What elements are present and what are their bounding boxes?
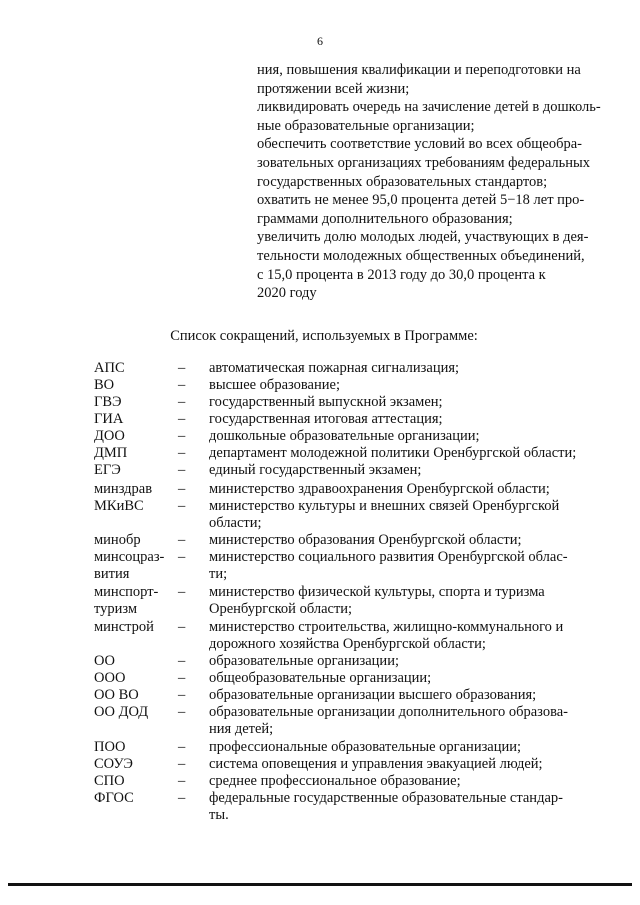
abbreviation-term: вития xyxy=(94,566,130,582)
intro-line: граммами дополнительного образования; xyxy=(257,210,513,227)
abbreviation-dash: – xyxy=(178,411,186,427)
abbreviation-definition: дошкольные образовательные организации; xyxy=(209,428,480,444)
intro-line: ные образовательные организации; xyxy=(257,117,475,134)
abbreviation-dash: – xyxy=(178,670,186,686)
abbreviation-definition: области; xyxy=(209,515,262,531)
abbreviation-term: СПО xyxy=(94,773,125,789)
abbreviation-definition: министерство строительства, жилищно-коммунального и xyxy=(209,619,564,635)
abbreviation-definition: министерство образования Оренбургской области; xyxy=(209,532,522,548)
abbreviation-dash: – xyxy=(178,462,186,478)
intro-line: с 15,0 процента в 2013 году до 30,0 процента к xyxy=(257,266,546,283)
abbreviation-dash: – xyxy=(178,428,186,444)
abbreviation-dash: – xyxy=(178,756,186,772)
abbreviation-definition: единый государственный экзамен; xyxy=(209,462,422,478)
abbreviation-definition: государственный выпускной экзамен; xyxy=(209,394,443,410)
abbreviation-term: туризм xyxy=(94,601,138,617)
abbreviations-title: Список сокращений, используемых в Программе: xyxy=(170,328,478,344)
intro-line: тельности молодежных общественных объединений, xyxy=(257,248,585,264)
abbreviation-definition: профессиональные образовательные организации; xyxy=(209,739,522,755)
abbreviation-term: ОО ВО xyxy=(94,687,139,703)
abbreviation-term: минспорт- xyxy=(94,584,159,600)
abbreviation-term: ПОО xyxy=(94,739,126,755)
abbreviation-term: АПС xyxy=(94,360,125,376)
abbreviation-term: ВО xyxy=(94,377,115,393)
abbreviation-term: ФГОС xyxy=(94,790,134,806)
abbreviation-term: МКиВС xyxy=(94,498,144,514)
abbreviation-dash: – xyxy=(178,584,186,600)
abbreviation-definition: государственная итоговая аттестация; xyxy=(209,411,443,427)
abbreviation-term: ДОО xyxy=(94,428,125,444)
intro-line: увеличить долю молодых людей, участвующих в дея- xyxy=(257,229,589,246)
abbreviation-term: минобр xyxy=(94,532,141,548)
abbreviation-definition: общеобразовательные организации; xyxy=(209,670,432,686)
abbreviation-dash: – xyxy=(178,360,186,376)
abbreviation-term: минсоцраз- xyxy=(94,549,165,565)
abbreviation-term: ОО ДОД xyxy=(94,704,149,720)
abbreviation-dash: – xyxy=(178,394,186,410)
abbreviation-dash: – xyxy=(178,549,186,565)
abbreviation-term: СОУЭ xyxy=(94,756,133,772)
abbreviation-dash: – xyxy=(178,687,186,703)
abbreviation-dash: – xyxy=(178,532,186,548)
abbreviation-dash: – xyxy=(178,498,186,514)
abbreviation-dash: – xyxy=(178,377,186,393)
abbreviation-definition: федеральные государственные образовательные стандар- xyxy=(209,790,563,806)
abbreviation-definition: автоматическая пожарная сигнализация; xyxy=(209,360,460,376)
intro-line: обеспечить соответствие условий во всех общеобра- xyxy=(257,136,583,153)
intro-line: зовательных организациях требованиям федеральных xyxy=(257,155,591,171)
abbreviation-term: минздрав xyxy=(94,481,153,497)
intro-line: ликвидировать очередь на зачисление детей в дошколь- xyxy=(257,99,601,116)
bottom-rule xyxy=(8,883,632,886)
intro-line: государственных образовательных стандартов; xyxy=(257,173,548,190)
abbreviation-definition: образовательные организации; xyxy=(209,653,399,669)
abbreviation-definition: ния детей; xyxy=(209,721,274,737)
abbreviation-dash: – xyxy=(178,445,186,461)
intro-line: 2020 году xyxy=(257,285,317,302)
intro-line: охватить не менее 95,0 процента детей 5−18 лет про- xyxy=(257,192,585,209)
abbreviation-definition: образовательные организации высшего образования; xyxy=(209,687,537,703)
abbreviation-definition: министерство социального развития Оренбургской облас- xyxy=(209,549,568,565)
abbreviation-definition: Оренбургской области; xyxy=(209,601,353,617)
abbreviation-term: ДМП xyxy=(94,445,128,461)
abbreviation-definition: образовательные организации дополнительного образова- xyxy=(209,704,568,720)
abbreviation-definition: министерство физической культуры, спорта и туризма xyxy=(209,584,545,600)
abbreviation-dash: – xyxy=(178,739,186,755)
abbreviation-term: ОО xyxy=(94,653,115,669)
abbreviation-term: ЕГЭ xyxy=(94,462,121,478)
abbreviation-definition: среднее профессиональное образование; xyxy=(209,773,461,789)
intro-line: ния, повышения квалификации и переподготовки на xyxy=(257,62,581,78)
abbreviation-dash: – xyxy=(178,704,186,720)
abbreviation-definition: высшее образование; xyxy=(209,377,340,393)
abbreviation-dash: – xyxy=(178,653,186,669)
abbreviation-term: ГВЭ xyxy=(94,394,122,410)
page-number: 6 xyxy=(317,34,323,48)
abbreviation-dash: – xyxy=(178,619,186,635)
abbreviation-term: ГИА xyxy=(94,411,124,427)
abbreviation-definition: департамент молодежной политики Оренбургской области; xyxy=(209,445,577,461)
abbreviation-definition: ти; xyxy=(209,566,228,582)
abbreviation-definition: ты. xyxy=(209,807,229,823)
abbreviation-term: ООО xyxy=(94,670,126,686)
abbreviation-definition: дорожного хозяйства Оренбургской области; xyxy=(209,636,486,652)
abbreviation-definition: министерство культуры и внешних связей Оренбургской xyxy=(209,498,560,514)
abbreviation-dash: – xyxy=(178,790,186,806)
abbreviation-dash: – xyxy=(178,481,186,497)
abbreviation-term: минстрой xyxy=(94,619,154,635)
abbreviation-definition: министерство здравоохранения Оренбургской области; xyxy=(209,481,550,497)
abbreviation-definition: система оповещения и управления эвакуацией людей; xyxy=(209,756,543,772)
intro-line: протяжении всей жизни; xyxy=(257,80,410,97)
abbreviation-dash: – xyxy=(178,773,186,789)
